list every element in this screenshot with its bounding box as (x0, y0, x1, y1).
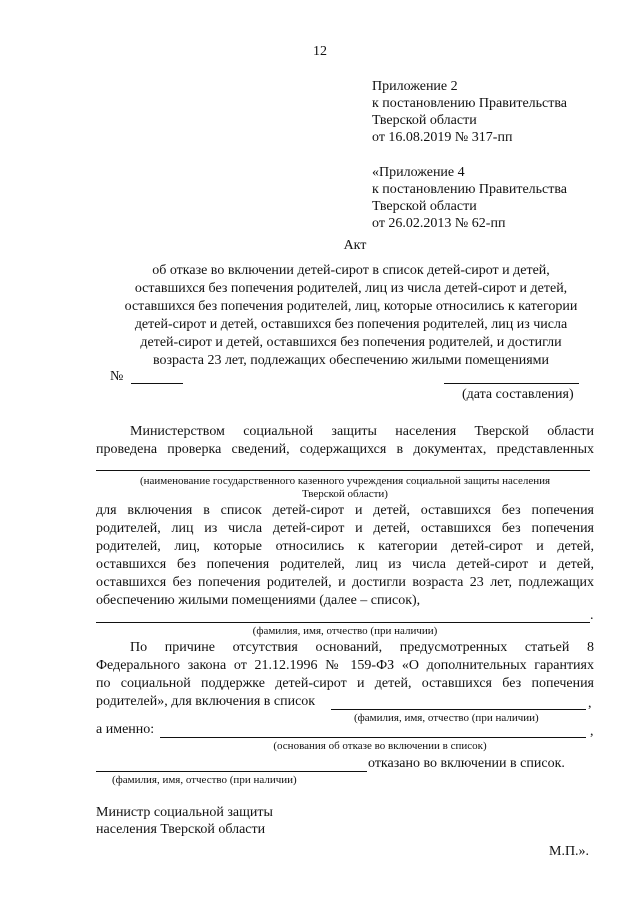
paragraph-line: родителей», для включения в список (96, 694, 316, 709)
appendix-line: от 16.08.2019 № 317-пп (372, 130, 513, 145)
subtitle-line: оставшихся без попечения родителей, лиц из числа детей-сирот и детей, (134, 281, 568, 296)
period: . (590, 608, 594, 623)
appendix-line: «Приложение 4 (372, 165, 465, 180)
refused-text: отказано во включении в список. (368, 756, 565, 771)
appendix-header-2 (372, 164, 567, 232)
appendix-line: к постановлению Правительства (372, 96, 568, 111)
subtitle-line: возраста 23 лет, подлежащих обеспечению жилыми помещениями (152, 353, 550, 368)
subtitle-line: об отказе во включении детей-сирот в список детей-сирот и детей, (152, 263, 550, 278)
fio-caption: (фамилия, имя, отчество (при наличии) (252, 625, 438, 637)
paragraph-line: Министерством социальной защиты населения Тверской области (130, 424, 594, 439)
reasons-blank (160, 737, 586, 738)
subtitle-line: детей-сирот и детей, оставшихся без попечения родителей, и достигли (140, 335, 562, 350)
institution-caption: Тверской области) (302, 488, 388, 500)
subtitle-line: оставшихся без попечения родителей, лиц, которые относились к категории (124, 299, 578, 314)
signature-line: Министр социальной защиты (96, 805, 273, 820)
paragraph-line: для включения в список детей-сирот и детей, оставшихся без попечения (96, 503, 594, 518)
act-number-label: № (110, 369, 124, 384)
appendix-line: к постановлению Правительства (372, 182, 568, 197)
comma: , (588, 696, 592, 711)
list-fio-blank (331, 709, 586, 710)
appendix-line: от 26.02.2013 № 62-пп (372, 216, 506, 231)
paragraph-line: оставшихся без попечения родителей, и достигли возраста 23 лет, подлежащих (96, 575, 594, 590)
a-imenno-label: а именно: (96, 722, 155, 737)
refused-fio-blank (96, 771, 367, 772)
fio-caption: (фамилия, имя, отчество (при наличии) (354, 712, 539, 724)
subtitle-line: детей-сирот и детей, оставшихся без попечения родителей, лиц из числа (134, 317, 568, 332)
appendix-line: Приложение 2 (372, 79, 458, 94)
appendix-header-1 (372, 78, 567, 146)
date-caption: (дата составления) (462, 387, 574, 402)
paragraph-line: Федерального закона от 21.12.1996 № 159-ФЗ «О дополнительных гарантиях (96, 658, 594, 673)
paragraph-line: по социальной поддержке детей-сирот и детей, оставшихся без попечения (96, 676, 594, 691)
appendix-line: Тверской области (372, 113, 477, 128)
appendix-line: Тверской области (372, 199, 477, 214)
act-number-blank (131, 383, 183, 384)
date-blank (444, 383, 579, 384)
comma: , (590, 724, 594, 739)
paragraph-line: проведена проверка сведений, содержащихся в документах, представленных (96, 442, 594, 457)
paragraph-line: родителей, лиц, которые относились к категории детей-сирот и детей, (96, 539, 594, 554)
paragraph-line: По причине отсутствия оснований, предусмотренных статьей 8 (130, 640, 594, 655)
fio-caption: (фамилия, имя, отчество (при наличии) (112, 774, 297, 786)
reasons-caption: (основания об отказе во включении в список) (273, 740, 487, 752)
paragraph-line: обеспечению жилыми помещениями (далее – список), (96, 593, 421, 608)
institution-blank (96, 470, 590, 471)
institution-caption: (наименование государственного казенного учреждения социальной защиты населения (139, 475, 551, 487)
signature-line: населения Тверской области (96, 822, 266, 837)
page-number: 12 (313, 44, 327, 59)
fio-blank (96, 622, 590, 623)
paragraph-line: родителей, лиц из числа детей-сирот и детей, оставшихся без попечения (96, 521, 594, 536)
paragraph-line: оставшихся без попечения родителей, лиц из числа детей-сирот и детей, (96, 557, 594, 572)
document-title: Акт (343, 238, 367, 253)
stamp-mark: М.П.». (549, 844, 590, 859)
